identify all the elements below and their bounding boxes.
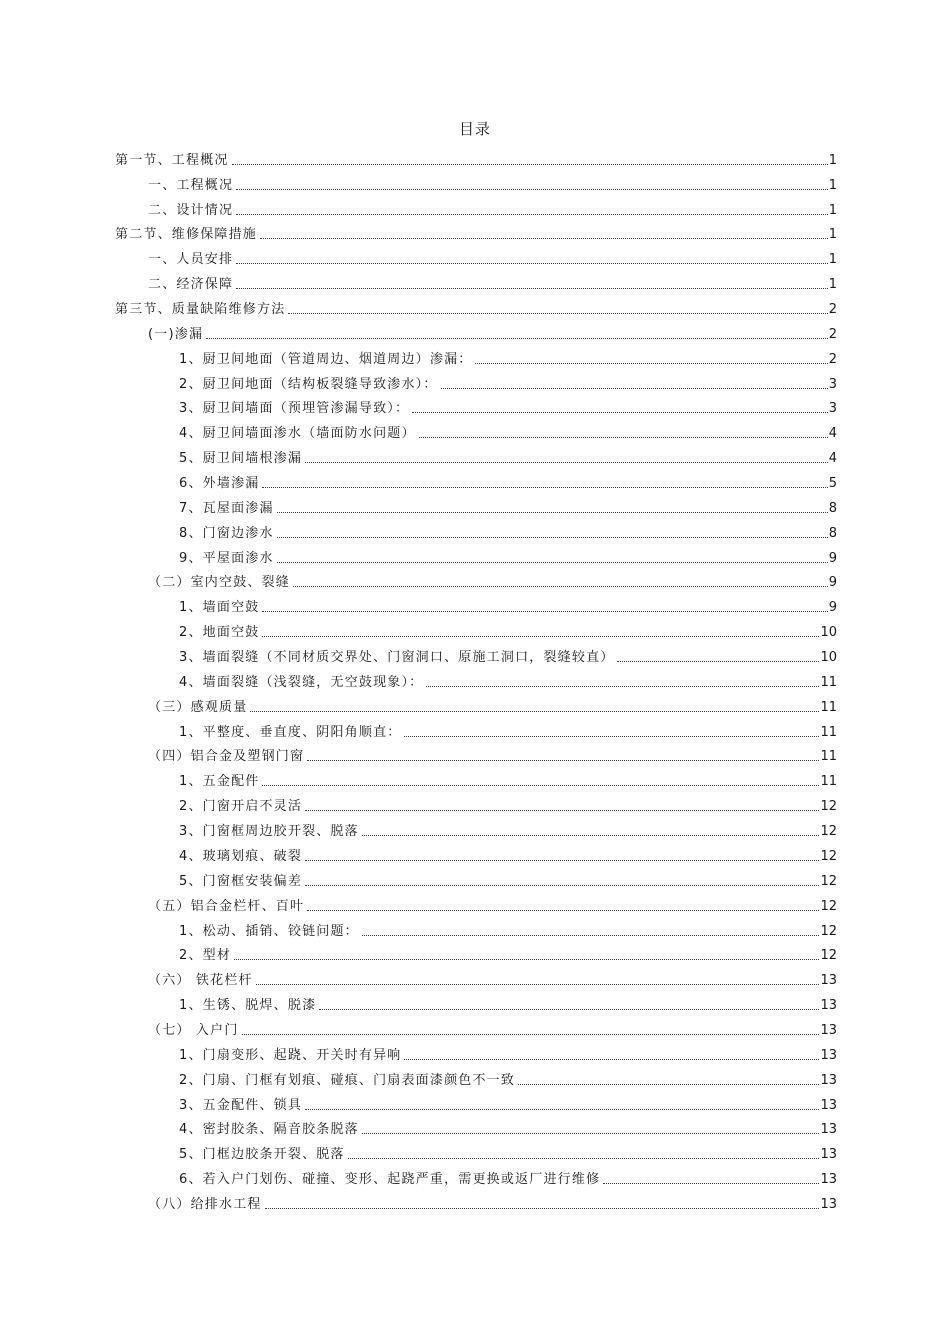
toc-entry-label: 3、门窗框周边胶开裂、脱落 — [179, 824, 359, 840]
toc-entry-page-number: 1 — [828, 252, 837, 268]
toc-entry-page-number: 13 — [820, 973, 837, 989]
toc-entry-label: 3、厨卫间墙面（预埋管渗漏导致）： — [179, 401, 410, 417]
dot-leader — [617, 661, 819, 662]
dot-leader — [441, 388, 828, 389]
toc-entry-page-number: 12 — [820, 824, 837, 840]
toc-entry[interactable] — [115, 1138, 837, 1163]
toc-entry-label: 4、玻璃划痕、破裂 — [179, 848, 303, 864]
toc-entry[interactable] — [115, 1014, 837, 1039]
toc-entry[interactable] — [115, 890, 837, 915]
toc-entry-page-number: 13 — [820, 1047, 837, 1063]
toc-entry-label: 4、厨卫间墙面渗水（墙面防水问题） — [179, 426, 416, 442]
toc-entry[interactable] — [115, 989, 837, 1014]
dot-leader — [250, 711, 819, 712]
toc-entry[interactable] — [115, 492, 837, 517]
toc-entry[interactable] — [115, 243, 837, 268]
dot-leader — [305, 810, 819, 811]
toc-entry[interactable] — [115, 591, 837, 616]
toc-entry-page-number: 13 — [820, 1022, 837, 1038]
dot-leader — [260, 238, 828, 239]
toc-entry-label: 5、厨卫间墙根渗漏 — [179, 451, 303, 467]
toc-entry-page-number: 12 — [820, 873, 837, 889]
toc-entry[interactable] — [115, 467, 837, 492]
toc-entry-page-number: 12 — [820, 923, 837, 939]
toc-entry-page-number: 2 — [828, 302, 837, 318]
toc-entry[interactable] — [115, 865, 837, 890]
toc-entry-page-number: 11 — [820, 674, 837, 690]
toc-entry-page-number: 12 — [820, 799, 837, 815]
dot-leader — [234, 959, 819, 960]
dot-leader — [426, 686, 819, 687]
toc-entry-page-number: 13 — [820, 1147, 837, 1163]
toc-entry-label: 5、门框边胶条开裂、脱落 — [179, 1147, 345, 1163]
dot-leader — [262, 487, 827, 488]
dot-leader — [277, 537, 828, 538]
table-of-contents — [115, 144, 837, 1213]
toc-entry-label: 1、门扇变形、起跷、开关时有异响 — [179, 1047, 402, 1063]
toc-entry-label: 5、门窗框安装偏差 — [179, 873, 303, 889]
dot-leader — [262, 636, 819, 637]
toc-entry-label: 2、门扇、门框有划痕、碰痕、门扇表面漆颜色不一致 — [179, 1072, 516, 1088]
toc-entry[interactable] — [115, 741, 837, 766]
dot-leader — [518, 1084, 819, 1085]
toc-entry-page-number: 12 — [820, 848, 837, 864]
dot-leader — [362, 1133, 820, 1134]
toc-entry-page-number: 13 — [820, 1122, 837, 1138]
dot-leader — [288, 313, 827, 314]
toc-entry-page-number: 13 — [820, 1172, 837, 1188]
toc-entry-label: 第三节、质量缺陷维修方法 — [115, 302, 286, 318]
toc-entry[interactable] — [115, 343, 837, 368]
toc-entry-page-number: 3 — [828, 376, 837, 392]
toc-entry-label: 4、墙面裂缝（浅裂缝，无空鼓现象）： — [179, 674, 424, 690]
toc-entry[interactable] — [115, 194, 837, 219]
toc-entry[interactable] — [115, 790, 837, 815]
toc-entry-label: 1、生锈、脱焊、脱漆 — [179, 998, 317, 1014]
dot-leader — [348, 1158, 820, 1159]
dot-leader — [242, 1034, 820, 1035]
toc-entry-page-number: 1 — [828, 202, 837, 218]
toc-entry[interactable] — [115, 641, 837, 666]
toc-entry-page-number: 4 — [828, 451, 837, 467]
toc-entry-label: （四）铝合金及塑钢门窗 — [148, 749, 305, 765]
dot-leader — [265, 1208, 820, 1209]
dot-leader — [236, 214, 828, 215]
toc-entry[interactable] — [115, 1163, 837, 1188]
toc-entry-label: 2、地面空鼓 — [179, 625, 260, 641]
toc-entry-label: 第二节、维修保障措施 — [115, 227, 258, 243]
dot-leader — [319, 1009, 819, 1010]
toc-entry-label: （二）室内空鼓、裂缝 — [148, 575, 291, 591]
toc-entry[interactable] — [115, 169, 837, 194]
toc-entry-page-number: 9 — [828, 575, 837, 591]
toc-entry-page-number: 8 — [828, 525, 837, 541]
toc-entry-label: 6、若入户门划伤、碰撞、变形、起跷严重，需更换或返厂进行维修 — [179, 1172, 601, 1188]
toc-entry[interactable] — [115, 542, 837, 567]
toc-entry[interactable] — [115, 691, 837, 716]
dot-leader — [262, 611, 827, 612]
toc-entry-page-number: 11 — [820, 774, 837, 790]
toc-entry[interactable] — [115, 1114, 837, 1139]
dot-leader — [256, 984, 820, 985]
toc-entry[interactable] — [115, 666, 837, 691]
toc-entry-label: 一、工程概况 — [148, 177, 234, 193]
toc-entry-page-number: 11 — [820, 749, 837, 765]
toc-entry-page-number: 10 — [820, 650, 837, 666]
toc-entry[interactable] — [115, 268, 837, 293]
dot-leader — [305, 1109, 819, 1110]
toc-entry-page-number: 1 — [828, 227, 837, 243]
toc-entry-page-number: 4 — [828, 426, 837, 442]
toc-entry-page-number: 13 — [820, 1196, 837, 1212]
toc-entry-page-number: 1 — [828, 152, 837, 168]
toc-entry[interactable] — [115, 368, 837, 393]
toc-entry-page-number: 3 — [828, 401, 837, 417]
toc-entry[interactable] — [115, 964, 837, 989]
dot-leader — [305, 860, 819, 861]
toc-entry[interactable] — [115, 840, 837, 865]
toc-entry[interactable] — [115, 517, 837, 542]
toc-entry[interactable] — [115, 940, 837, 965]
toc-entry[interactable] — [115, 815, 837, 840]
toc-entry-label: 8、门窗边渗水 — [179, 525, 274, 541]
toc-entry-label: 7、瓦屋面渗漏 — [179, 500, 274, 516]
dot-leader — [419, 437, 828, 438]
dot-leader — [475, 363, 827, 364]
toc-entry[interactable] — [115, 1064, 837, 1089]
toc-entry-page-number: 13 — [820, 998, 837, 1014]
toc-entry[interactable] — [115, 616, 837, 641]
dot-leader — [404, 1059, 819, 1060]
dot-leader — [262, 785, 819, 786]
toc-entry-label: 2、厨卫间地面（结构板裂缝导致渗水）： — [179, 376, 438, 392]
toc-entry-page-number: 9 — [828, 550, 837, 566]
toc-entry-label: 1、平整度、垂直度、阴阳角顺直： — [179, 724, 402, 740]
dot-leader — [307, 760, 819, 761]
toc-entry-label: （七） 入户门 — [148, 1022, 239, 1038]
dot-leader — [362, 835, 820, 836]
toc-entry-label: 6、外墙渗漏 — [179, 476, 260, 492]
toc-entry-label: 1、墙面空鼓 — [179, 600, 260, 616]
toc-entry-page-number: 12 — [820, 898, 837, 914]
dot-leader — [206, 338, 828, 339]
toc-entry-label: 9、平屋面渗水 — [179, 550, 274, 566]
toc-entry-page-number: 11 — [820, 724, 837, 740]
toc-entry[interactable] — [115, 1188, 837, 1213]
toc-entry-label: 二、经济保障 — [148, 277, 234, 293]
toc-entry[interactable] — [115, 716, 837, 741]
dot-leader — [293, 586, 828, 587]
dot-leader — [404, 736, 819, 737]
toc-entry-page-number: 5 — [828, 476, 837, 492]
dot-leader — [277, 562, 828, 563]
toc-entry-page-number: 1 — [828, 177, 837, 193]
toc-entry-label: 一、人员安排 — [148, 252, 234, 268]
dot-leader — [236, 263, 828, 264]
toc-entry-page-number: 2 — [828, 326, 837, 342]
toc-entry-page-number: 2 — [828, 351, 837, 367]
toc-entry-label: 3、墙面裂缝（不同材质交界处、门窗洞口、原施工洞口，裂缝较直） — [179, 650, 615, 666]
toc-entry-label: 1、五金配件 — [179, 774, 260, 790]
toc-entry[interactable] — [115, 1039, 837, 1064]
toc-entry-label: 2、型材 — [179, 948, 232, 964]
dot-leader — [412, 412, 828, 413]
toc-entry-label: （三）感观质量 — [148, 699, 248, 715]
toc-entry-label: 1、松动、插销、铰链问题： — [179, 923, 359, 939]
toc-entry[interactable] — [115, 442, 837, 467]
toc-entry-page-number: 12 — [820, 948, 837, 964]
toc-entry[interactable] — [115, 219, 837, 244]
toc-entry-page-number: 1 — [828, 277, 837, 293]
dot-leader — [307, 910, 819, 911]
toc-entry[interactable] — [115, 144, 837, 169]
toc-entry-label: （八）给排水工程 — [148, 1196, 262, 1212]
toc-entry-page-number: 13 — [820, 1072, 837, 1088]
toc-entry-label: 1、厨卫间地面（管道周边、烟道周边）渗漏： — [179, 351, 473, 367]
toc-entry-label: 二、设计情况 — [148, 202, 234, 218]
toc-entry-page-number: 11 — [820, 699, 837, 715]
toc-entry[interactable] — [115, 393, 837, 418]
toc-entry-label: 4、密封胶条、隔音胶条脱落 — [179, 1122, 359, 1138]
toc-entry-label: (一)渗漏 — [148, 326, 204, 342]
toc-entry-page-number: 10 — [820, 625, 837, 641]
toc-entry[interactable] — [115, 417, 837, 442]
dot-leader — [305, 462, 828, 463]
toc-entry-label: 2、门窗开启不灵活 — [179, 799, 303, 815]
dot-leader — [236, 288, 828, 289]
dot-leader — [236, 189, 828, 190]
toc-entry[interactable] — [115, 915, 837, 940]
dot-leader — [277, 512, 828, 513]
toc-entry[interactable] — [115, 293, 837, 318]
toc-entry-label: （五）铝合金栏杆、百叶 — [148, 898, 305, 914]
toc-entry[interactable] — [115, 1089, 837, 1114]
toc-entry-label: （六） 铁花栏杆 — [148, 973, 253, 989]
dot-leader — [362, 935, 820, 936]
toc-entry-label: 第一节、工程概况 — [115, 152, 229, 168]
dot-leader — [603, 1183, 819, 1184]
toc-title: 目录 — [458, 120, 491, 138]
toc-entry[interactable] — [115, 567, 837, 592]
toc-entry[interactable] — [115, 318, 837, 343]
dot-leader — [232, 164, 828, 165]
dot-leader — [305, 885, 819, 886]
toc-entry[interactable] — [115, 765, 837, 790]
toc-entry-label: 3、五金配件、锁具 — [179, 1097, 303, 1113]
toc-entry-page-number: 8 — [828, 500, 837, 516]
toc-entry-page-number: 9 — [828, 600, 837, 616]
toc-entry-page-number: 13 — [820, 1097, 837, 1113]
